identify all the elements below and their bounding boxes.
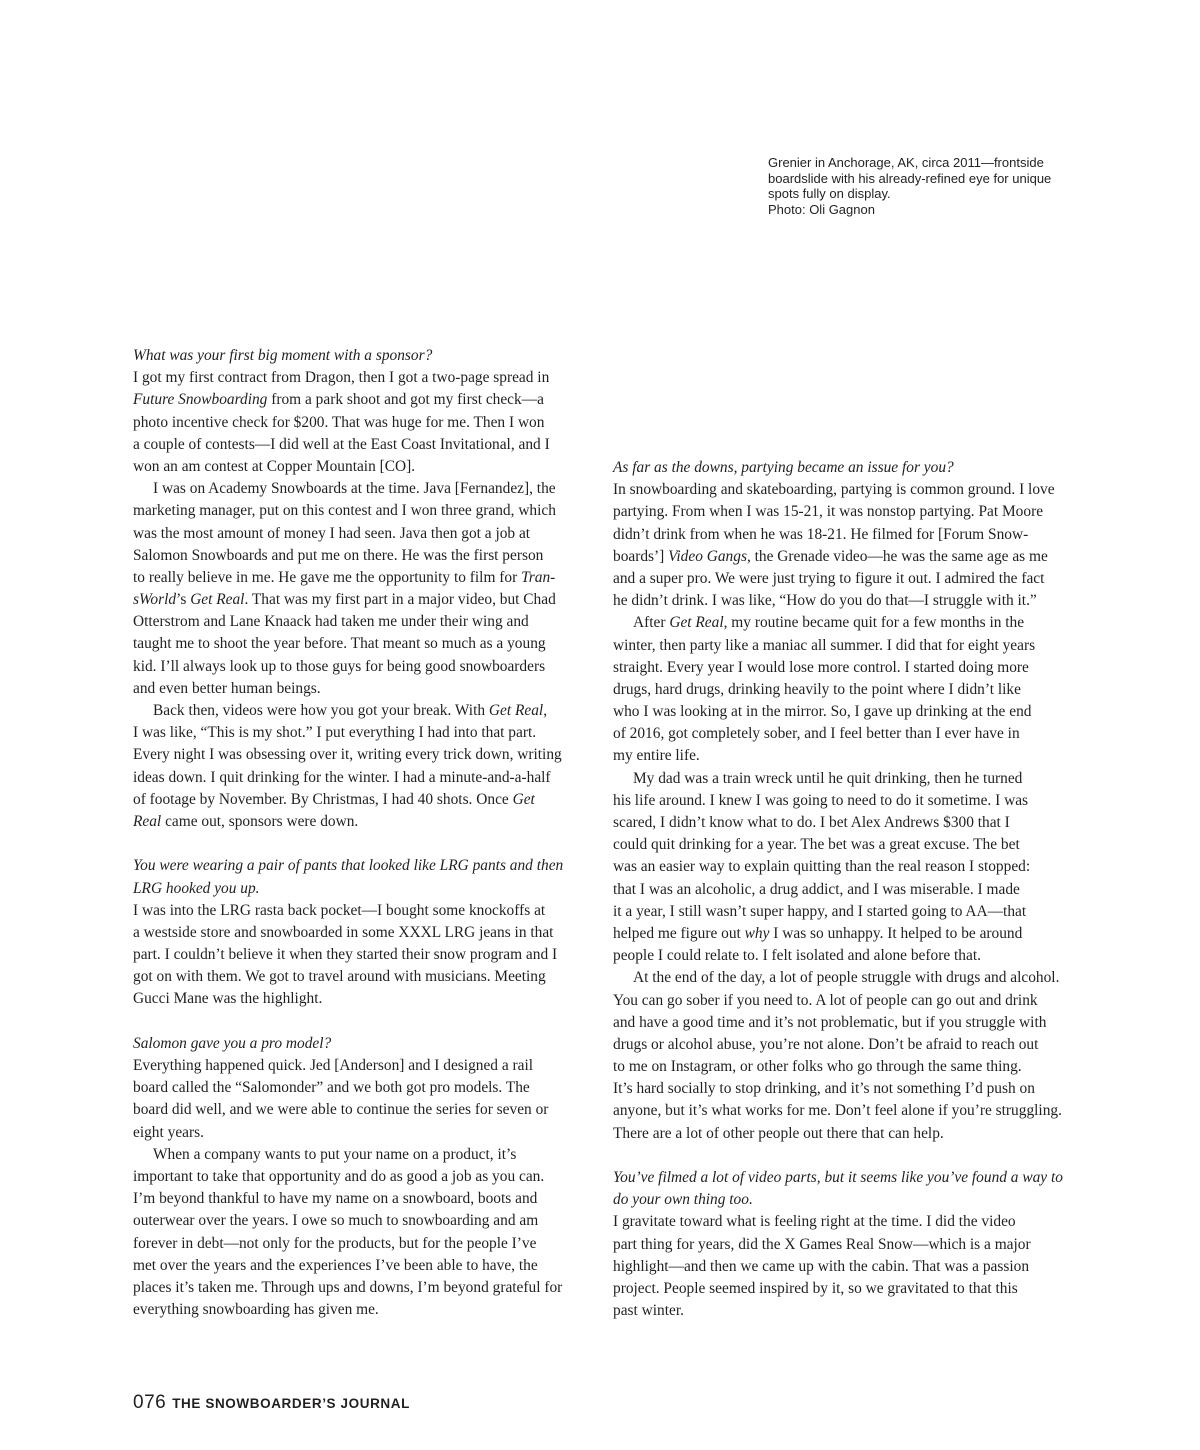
page-footer (133, 1392, 410, 1414)
text-line: Gucci Mane was the highlight. (133, 990, 323, 1008)
text-line: forever in debt—not only for the products, but for the people I’ve (133, 1234, 537, 1252)
text-run: to really believe in me. He gave me the opportunity to film for (133, 568, 522, 586)
publication-title: sWorld (133, 591, 177, 609)
text-run: came out, sponsors were down. (161, 812, 359, 830)
text-line: everything snowboarding has given me. (133, 1301, 379, 1319)
text-line (133, 389, 593, 411)
page-number: 076 (133, 1392, 167, 1413)
text-line (613, 546, 1073, 568)
text-line: project. People seemed inspired by it, so we gravitated to that this (613, 1279, 1018, 1297)
question-pro-model: Salomon gave you a pro model? (133, 1034, 332, 1052)
publication-title: Tran- (521, 568, 556, 586)
text-line: outerwear over the years. I owe so much to snowboarding and am (133, 1212, 539, 1230)
text-line: I was like, “This is my shot.” I put everything I had into that part. (133, 724, 537, 742)
text-line: Otterstrom and Lane Knaack had taken me under their wing and (133, 613, 529, 631)
text-line: straight. Every year I would lose more control. I started doing more (613, 658, 1029, 676)
text-line: I was on Academy Snowboards at the time. Java [Fernandez], the (153, 480, 556, 498)
text-run: , (543, 702, 548, 719)
text-line: met over the years and the experiences I’ve been able to have, the (133, 1256, 538, 1274)
text-run: ’s (176, 591, 191, 609)
text-line: he didn’t drink. I was like, “How do you do that—I struggle with it.” (613, 592, 1037, 610)
text-run: . That was my first part in a major video, but Chad (244, 591, 556, 609)
text-line: part. I couldn’t believe it when they started their snow program and I (133, 946, 558, 964)
text-run: of footage by November. By Christmas, I had 40 shots. Once (133, 790, 513, 808)
text-line: ideas down. I quit drinking for the winter. I had a minute-and-a-half (133, 768, 551, 786)
text-line: scared, I didn’t know what to do. I bet Alex Andrews $300 that I (613, 814, 1010, 831)
text-line: people I could relate to. I felt isolated and alone before that. (613, 947, 981, 965)
text-line: to me on Instagram, or other folks who go through the same thing. (613, 1058, 1022, 1076)
text-line: could quit drinking for a year. The bet was a great excuse. The bet (613, 836, 1020, 854)
publication-title: Future Snowboarding (133, 391, 268, 409)
text-line: drugs or alcohol abuse, you’re not alone. Don’t be afraid to reach out (613, 1035, 1039, 1053)
text-line: I’m beyond thankful to have my name on a snowboard, boots and (133, 1190, 538, 1208)
text-line: winter, then party like a maniac all summer. I did that for eight years (613, 636, 1036, 654)
video-title: Get Real (669, 614, 724, 632)
paragraph-gap (613, 1145, 1073, 1167)
text-line: Salomon Snowboards and put me on there. He was the first person (133, 546, 544, 564)
caption-line: boardslide with his already-refined eye for unique (768, 170, 1052, 186)
text-line: taught me to shoot the year before. That meant so much as a young (133, 635, 546, 653)
text-line: his life around. I knew I was going to need to do it sometime. I was (613, 791, 1029, 809)
photo-credit: Photo: Oli Gagnon (768, 201, 875, 217)
question-partying: As far as the downs, partying became an issue for you? (613, 459, 954, 476)
text-run: , my routine became quit for a few months in the (723, 614, 1025, 632)
text-line: kid. I’ll always look up to those guys for being good snowboarders (133, 657, 546, 675)
text-run: boards’] (613, 547, 669, 565)
text-line: partying. From when I was 15-21, it was nonstop partying. Pat Moore (613, 503, 1044, 521)
question-video-parts: You’ve filmed a lot of video parts, but it seems like you’ve found a way to (613, 1169, 1063, 1186)
text-line: a couple of contests—I did well at the East Coast Invitational, and I (133, 435, 550, 453)
text-line: I gravitate toward what is feeling right at the time. I did the video (613, 1213, 1016, 1231)
text-line: of 2016, got completely sober, and I feel better than I ever have in (613, 725, 1020, 743)
text-line: I got my first contract from Dragon, then I got a two-page spread in (133, 369, 550, 387)
video-title: Get (512, 790, 535, 808)
video-title: Get Real (190, 591, 245, 609)
text-line: part thing for years, did the X Games Real Snow—which is a major (613, 1235, 1031, 1253)
text-line: When a company wants to put your name on a product, it’s (153, 1145, 517, 1163)
question-video-parts: do your own thing too. (613, 1191, 753, 1209)
text-line: drugs, hard drugs, drinking heavily to the point where I didn’t like (613, 680, 1021, 698)
text-line: a westside store and snowboarded in some XXXL LRG jeans in that (133, 923, 554, 941)
text-line (133, 700, 593, 722)
text-run: helped me figure out (613, 924, 745, 942)
video-title: Get Real (488, 702, 544, 719)
text-line: didn’t drink from when he was 18-21. He filmed for [Forum Snow- (613, 525, 1029, 543)
text-line: that I was an alcoholic, a drug addict, and I was miserable. I made (613, 880, 1020, 898)
text-line: Everything happened quick. Jed [Anderson] and I designed a rail (133, 1057, 534, 1074)
text-line: my entire life. (613, 747, 700, 765)
photo-caption (768, 155, 1068, 217)
text-line: eight years. (133, 1123, 204, 1141)
text-line: was the most amount of money I had seen. Java then got a job at (133, 524, 531, 542)
text-line: and even better human beings. (133, 679, 321, 697)
text-line: There are a lot of other people out there that can help. (613, 1124, 944, 1142)
text-line: At the end of the day, a lot of people struggle with drugs and alcohol. (633, 969, 1060, 987)
text-line: board called the “Salomonder” and we both got pro models. The (133, 1079, 530, 1097)
text-line (133, 811, 593, 833)
text-line: and a super pro. We were just trying to figure it out. I admired the fact (613, 569, 1045, 587)
right-column (613, 457, 1073, 1322)
text-line: In snowboarding and skateboarding, partying is common ground. I love (613, 481, 1055, 499)
text-line: and have a good time and it’s not problematic, but if you struggle with (613, 1013, 1047, 1031)
video-title: Real (133, 812, 162, 830)
publication-name: THE SNOWBOARDER’S JOURNAL (172, 1396, 410, 1411)
text-line: You can go sober if you need to. A lot of people can go out and drink (613, 991, 1038, 1009)
text-run: , the Grenade video—he was the same age as me (746, 547, 1048, 565)
question-lrg: LRG hooked you up. (133, 879, 260, 897)
paragraph-gap (133, 1011, 593, 1033)
text-line: who I was looking at in the mirror. So, I gave up drinking at the end (613, 703, 1032, 721)
text-run: from a park shoot and got my first check—a (267, 391, 544, 409)
left-column (133, 345, 593, 1321)
question-lrg: You were wearing a pair of pants that looked like LRG pants and then (133, 857, 564, 875)
text-line (613, 923, 1073, 945)
text-line: got on with them. We got to travel around with musicians. Meeting (133, 968, 546, 986)
text-run: After (633, 614, 670, 632)
text-line (133, 789, 593, 811)
text-line: My dad was a train wreck until he quit drinking, then he turned (633, 769, 1023, 787)
caption-line: spots fully on display. (768, 186, 891, 201)
question-first-sponsor: What was your first big moment with a sponsor? (133, 347, 433, 364)
text-line: photo incentive check for $200. That was huge for me. Then I won (133, 413, 545, 431)
text-line: Every night I was obsessing over it, writing every trick down, writing (133, 746, 562, 764)
text-line: marketing manager, put on this contest and I won three grand, which (133, 502, 556, 520)
emphasis: why (744, 924, 770, 942)
text-run: Back then, videos were how you got your break. With (153, 702, 489, 719)
text-line: past winter. (613, 1302, 684, 1320)
caption-line: Grenier in Anchorage, AK, circa 2011—frontside (768, 155, 1044, 170)
text-line: places it’s taken me. Through ups and downs, I’m beyond grateful for (133, 1278, 563, 1296)
text-run: I was so unhappy. It helped to be around (769, 924, 1023, 942)
video-title: Video Gangs (668, 547, 747, 565)
text-line: anyone, but it’s what works for me. Don’t feel alone if you’re struggling. (613, 1102, 1062, 1120)
text-line: highlight—and then we came up with the cabin. That was a passion (613, 1257, 1030, 1275)
text-line: board did well, and we were able to continue the series for seven or (133, 1101, 549, 1119)
text-line (613, 612, 1073, 634)
text-line: it a year, I still wasn’t super happy, and I started going to AA—that (613, 902, 1027, 920)
text-line (133, 567, 593, 589)
text-line: It’s hard socially to stop drinking, and it’s not something I’d push on (613, 1080, 1035, 1098)
text-line: was an easier way to explain quitting than the real reason I stopped: (613, 858, 1031, 876)
text-line: I was into the LRG rasta back pocket—I bought some knockoffs at (133, 901, 546, 919)
text-line: important to take that opportunity and do as good a job as you can. (133, 1167, 545, 1185)
text-line: won an am contest at Copper Mountain [CO]. (133, 457, 416, 475)
paragraph-gap (133, 833, 593, 855)
text-line (133, 589, 593, 611)
